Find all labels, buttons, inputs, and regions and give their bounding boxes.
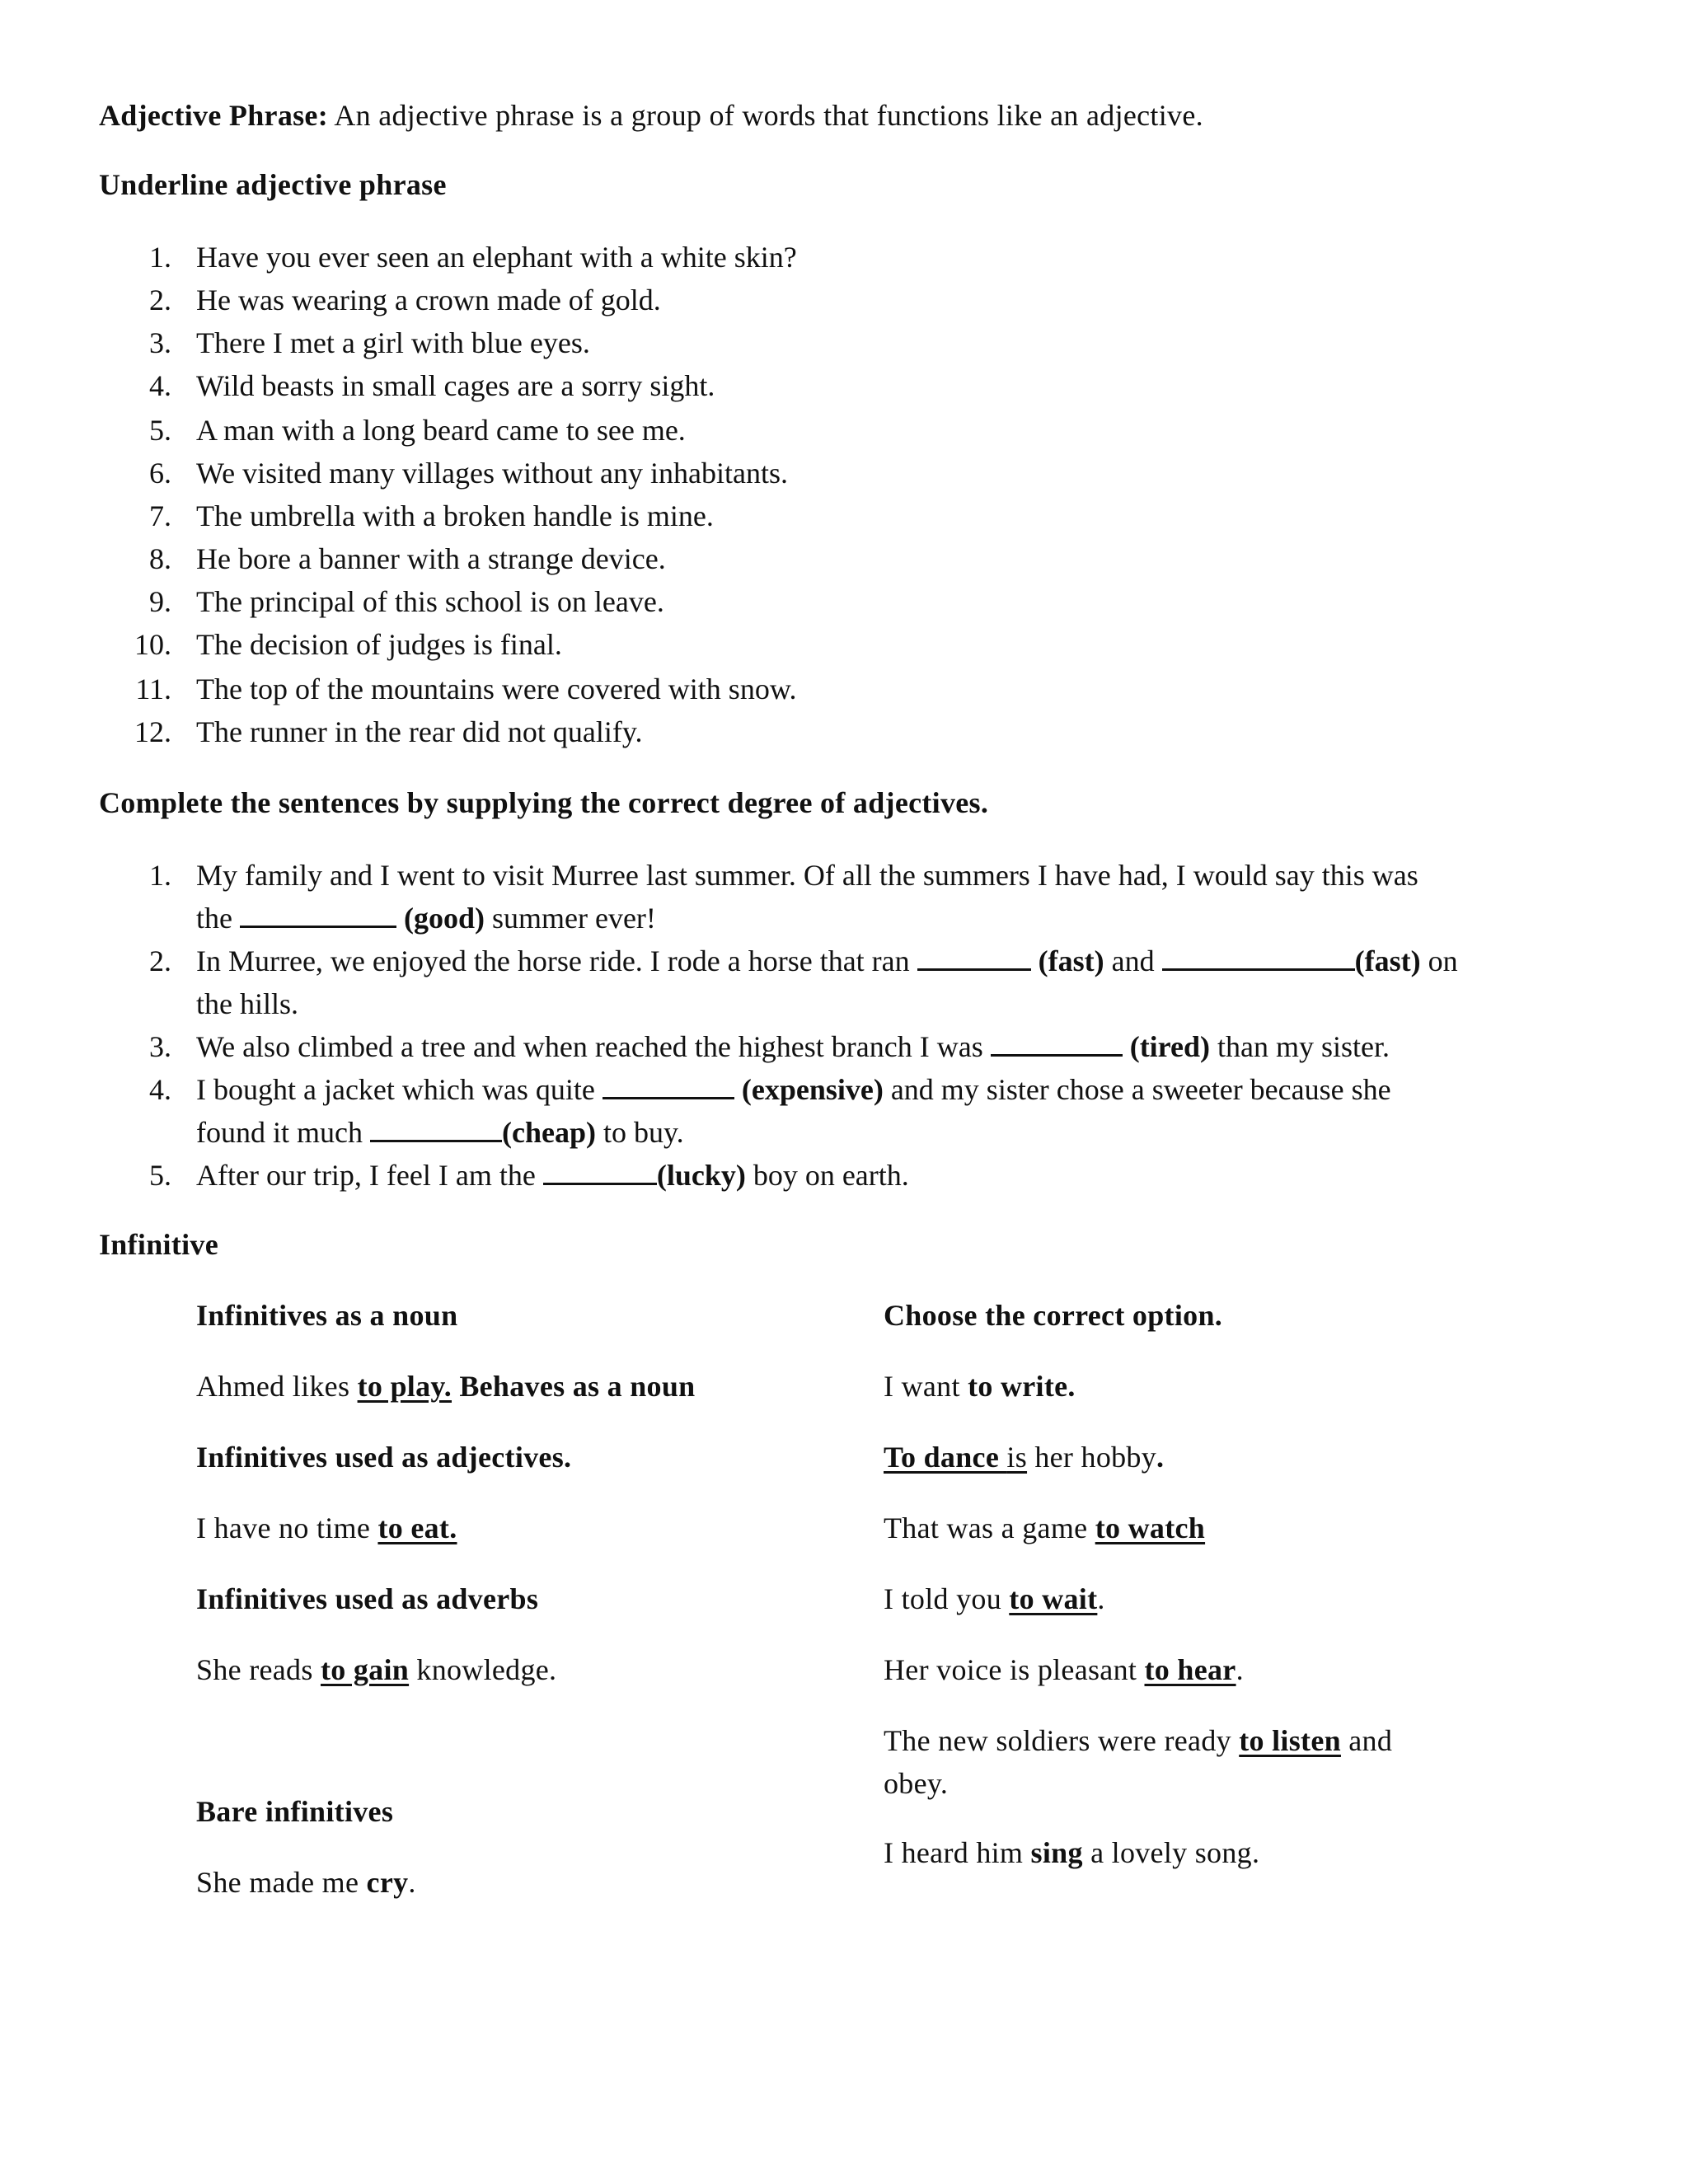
adjective-hint: (fast) bbox=[1354, 944, 1421, 977]
text-fragment: summer ever! bbox=[484, 902, 656, 935]
infinitive-heading-text: Infinitive bbox=[99, 1228, 219, 1261]
answer-blank[interactable] bbox=[240, 898, 396, 928]
item-text: He was wearing a crown made of gold. bbox=[196, 284, 661, 316]
text-fragment: I told you bbox=[884, 1582, 1010, 1615]
subheading-text: Choose the correct option. bbox=[884, 1299, 1223, 1332]
infinitive-phrase: to gain bbox=[320, 1653, 410, 1686]
text-fragment: found it much bbox=[196, 1116, 370, 1149]
adjective-subheading bbox=[196, 1436, 571, 1479]
infinitive-phrase: to write. bbox=[968, 1370, 1076, 1403]
text-fragment: and bbox=[1340, 1724, 1393, 1757]
choose-heading bbox=[884, 1294, 1222, 1337]
adverb-subheading bbox=[196, 1577, 538, 1620]
option-sentence-line2: obey. bbox=[884, 1767, 949, 1800]
section2-heading-text: Complete the sentences by supplying the correct degree of adjectives. bbox=[99, 786, 989, 819]
example-note: Behaves as a noun bbox=[452, 1370, 696, 1403]
section1-heading bbox=[99, 163, 447, 206]
text-fragment: the bbox=[196, 902, 240, 935]
option-sentence bbox=[884, 1507, 1205, 1549]
adjective-hint: (good) bbox=[403, 902, 485, 935]
text-fragment: . bbox=[1097, 1582, 1105, 1615]
item-text: He bore a banner with a strange device. bbox=[196, 542, 666, 575]
answer-blank[interactable] bbox=[603, 1069, 734, 1099]
text-fragment: I heard him bbox=[884, 1836, 1031, 1869]
item-number: 6. bbox=[149, 457, 171, 490]
item-number: 3. bbox=[149, 326, 171, 359]
item-number: 7. bbox=[149, 499, 171, 532]
item-number: 1. bbox=[149, 859, 171, 892]
answer-blank[interactable] bbox=[991, 1026, 1123, 1057]
text-fragment: She reads bbox=[196, 1653, 321, 1686]
item-text: Wild beasts in small cages are a sorry sight. bbox=[196, 369, 715, 402]
subheading-text: Infinitives used as adverbs bbox=[196, 1582, 539, 1615]
text-fragment: I have no time bbox=[196, 1511, 378, 1544]
item-number: 3. bbox=[149, 1030, 171, 1063]
text-fragment: and my sister chose a sweeter because she bbox=[883, 1073, 1391, 1106]
adjective-hint: (cheap) bbox=[501, 1116, 596, 1149]
intro-label: Adjective Phrase: bbox=[99, 99, 329, 132]
text-fragment: Ahmed likes bbox=[196, 1370, 358, 1403]
item-text bbox=[196, 1068, 1391, 1111]
adverb-example bbox=[196, 1648, 556, 1691]
text-fragment: on bbox=[1420, 944, 1458, 977]
item-text: We visited many villages without any inhabitants. bbox=[196, 457, 788, 490]
text-fragment: We also climbed a tree and when reached the highest branch I was bbox=[196, 1030, 991, 1063]
item-text: The decision of judges is final. bbox=[196, 628, 562, 661]
text-fragment: The new soldiers were ready bbox=[884, 1724, 1240, 1757]
intro-text: An adjective phrase is a group of words that functions like an adjective. bbox=[328, 99, 1203, 132]
text-fragment: . bbox=[1156, 1441, 1165, 1474]
infinitive-phrase: to watch bbox=[1095, 1511, 1206, 1544]
noun-example bbox=[196, 1365, 696, 1408]
adjective-hint: (tired) bbox=[1129, 1030, 1210, 1063]
text-fragment: knowledge. bbox=[409, 1653, 557, 1686]
item-number: 11. bbox=[135, 673, 171, 705]
item-text: There I met a girl with blue eyes. bbox=[196, 326, 590, 359]
item-text: The principal of this school is on leave. bbox=[196, 585, 664, 618]
item-text: The umbrella with a broken handle is mine. bbox=[196, 499, 714, 532]
bare-subheading bbox=[196, 1790, 393, 1833]
bare-infinitive-word: cry bbox=[366, 1866, 409, 1899]
item-text bbox=[196, 1154, 909, 1197]
text-fragment: After our trip, I feel I am the bbox=[196, 1159, 543, 1192]
item-text: The top of the mountains were covered with snow. bbox=[196, 673, 797, 705]
item-number: 2. bbox=[149, 944, 171, 977]
option-sentence bbox=[884, 1719, 1392, 1762]
subheading-text: Infinitives as a noun bbox=[196, 1299, 458, 1332]
section1-heading-text: Underline adjective phrase bbox=[99, 168, 447, 201]
item-number: 4. bbox=[149, 369, 171, 402]
text-fragment: than my sister. bbox=[1210, 1030, 1390, 1063]
text-fragment: and bbox=[1104, 944, 1162, 977]
item-text-line2 bbox=[196, 897, 656, 940]
text-fragment: She made me bbox=[196, 1866, 367, 1899]
item-text: Have you ever seen an elephant with a white skin? bbox=[196, 241, 797, 274]
infinitive-phrase: to listen bbox=[1239, 1724, 1341, 1757]
option-sentence bbox=[884, 1648, 1244, 1691]
text-fragment: In Murree, we enjoyed the horse ride. I rode a horse that ran bbox=[196, 944, 917, 977]
item-number: 1. bbox=[149, 241, 171, 274]
item-text bbox=[196, 940, 1458, 982]
adjective-example bbox=[196, 1507, 457, 1549]
text-fragment: I want bbox=[884, 1370, 968, 1403]
option-sentence bbox=[884, 1436, 1164, 1479]
answer-blank[interactable] bbox=[370, 1112, 502, 1142]
answer-blank[interactable] bbox=[917, 940, 1031, 971]
text-fragment: her hobby bbox=[1027, 1441, 1157, 1474]
answer-blank[interactable] bbox=[543, 1155, 657, 1185]
item-number: 9. bbox=[149, 585, 171, 618]
text-fragment: That was a game bbox=[884, 1511, 1095, 1544]
item-number: 5. bbox=[149, 1159, 171, 1192]
text-fragment: is bbox=[1006, 1441, 1028, 1474]
intro-definition bbox=[99, 94, 1203, 137]
text-fragment: Her voice is pleasant bbox=[884, 1653, 1145, 1686]
item-number: 10. bbox=[134, 628, 171, 661]
infinitive-phrase: To dance bbox=[884, 1441, 1007, 1474]
text-fragment: a lovely song. bbox=[1082, 1836, 1260, 1869]
subheading-text: Infinitives used as adjectives. bbox=[196, 1441, 572, 1474]
bare-infinitive-word: sing bbox=[1030, 1836, 1083, 1869]
item-number: 5. bbox=[149, 414, 171, 447]
item-number: 8. bbox=[149, 542, 171, 575]
text-fragment: boy on earth. bbox=[745, 1159, 909, 1192]
adjective-hint: (expensive) bbox=[741, 1073, 884, 1106]
option-sentence bbox=[884, 1577, 1105, 1620]
infinitive-heading bbox=[99, 1223, 218, 1266]
item-text-line2: the hills. bbox=[196, 987, 298, 1020]
option-sentence bbox=[884, 1365, 1076, 1408]
item-number: 2. bbox=[149, 284, 171, 316]
item-text: The runner in the rear did not qualify. bbox=[196, 715, 643, 748]
adjective-hint: (lucky) bbox=[656, 1159, 746, 1192]
item-text: My family and I went to visit Murree last summer. Of all the summers I have had, I would say this was bbox=[196, 859, 1418, 892]
subheading-text: Bare infinitives bbox=[196, 1795, 394, 1828]
item-number: 4. bbox=[149, 1073, 171, 1106]
option-sentence bbox=[884, 1831, 1259, 1874]
infinitive-phrase: to eat. bbox=[377, 1511, 457, 1544]
infinitive-phrase: to wait bbox=[1009, 1582, 1098, 1615]
infinitive-phrase: to hear bbox=[1144, 1653, 1236, 1686]
text-fragment: . bbox=[1236, 1653, 1244, 1686]
item-number: 12. bbox=[134, 715, 171, 748]
noun-subheading bbox=[196, 1294, 457, 1337]
text-fragment: I bought a jacket which was quite bbox=[196, 1073, 603, 1106]
answer-blank[interactable] bbox=[1162, 940, 1355, 971]
text-fragment: . bbox=[408, 1866, 416, 1899]
section2-heading bbox=[99, 781, 988, 824]
item-text-line2 bbox=[196, 1111, 684, 1154]
item-text bbox=[196, 1025, 1390, 1068]
infinitive-phrase: to play. bbox=[357, 1370, 452, 1403]
item-text: A man with a long beard came to see me. bbox=[196, 414, 686, 447]
adjective-hint: (fast) bbox=[1038, 944, 1104, 977]
text-fragment: to buy. bbox=[595, 1116, 684, 1149]
bare-example bbox=[196, 1861, 416, 1904]
